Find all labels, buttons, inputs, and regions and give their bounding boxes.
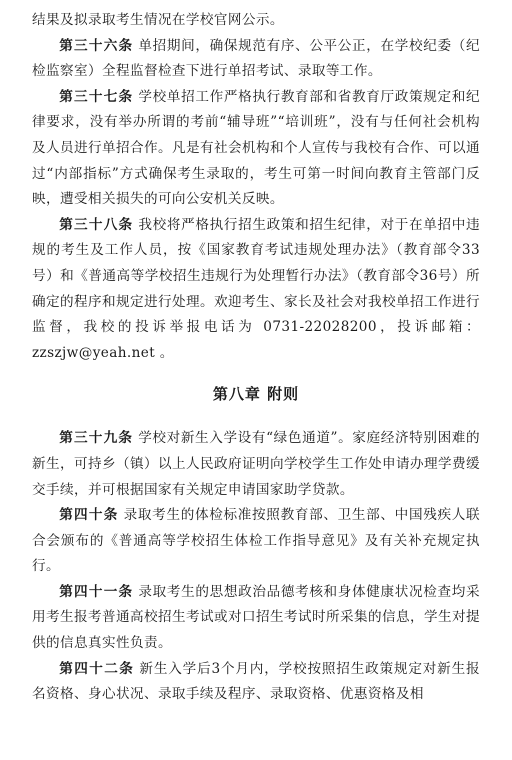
article-number: 第三十八条 [59, 216, 134, 233]
chapter-heading: 第八章 附则 [212, 385, 300, 404]
section-after-chapter [32, 426, 480, 708]
article-text: 新生入学后3个月内，学校按照招生政策规定对新生报名资格、身心状况、录取手续及程序、录取资格、优惠资格及相 [32, 660, 481, 703]
article-text: 学校对新生入学设有“绿色通道”。家庭经济特别困难的新生，可持乡（镇）以上人民政府证明向学校学生工作处申请办理学费缓交手续，并可根据国家有关规定申请国家助学贷款。 [32, 430, 480, 498]
article-text: 学校单招工作严格执行教育部和省教育厅政策规定和纪律要求，没有举办所谓的考前“辅导班”“培训班”，没有与任何社会机构及人员进行单招合作。凡是有社会机构和个人宣传与我校有合作、可以通过“内部指标”方式确保考生录取的，考生可第一时间向教育主管部门反映，遭受相关损失的可向公安机关反映。 [32, 88, 480, 208]
article-text: 单招期间，确保规范有序、公平公正，在学校纪委（纪检监察室）全程监督检查下进行单招考试、录取等工作。 [32, 37, 480, 80]
article-paragraph [32, 213, 480, 367]
article-number: 第四十二条 [59, 660, 135, 677]
article-text: 录取考生的思想政治品德考核和身体健康状况检查均采用考生报考普通高校招生考试或对口招生考试时所采集的信息，学生对提供的信息真实性负责。 [32, 583, 480, 652]
article-number: 第三十七条 [59, 88, 134, 105]
article-paragraph [32, 85, 480, 213]
article-text: 结果及拟录取考生情况在学校官网公示。 [32, 12, 284, 28]
article-text: 我校将严格执行招生政策和招生纪律，对于在单招中违规的考生及工作人员，按《国家教育考试违规处理办法》（教育部令33号）和《普通高等学校招生违规行为处理暂行办法》（教育部令36号）所确定的程序和规定进行处理。欢迎考生、家长及社会对我校单招工作进行监督，我校的投诉举报电话为 0731-22028200，投诉邮箱：zzszjw@yeah.net 。 [32, 216, 480, 361]
article-number: 第三十六条 [59, 37, 134, 54]
article-text: 录取考生的体检标准按照教育部、卫生部、中国残疾人联合会颁布的《普通高等学校招生体检工作指导意见》及有关补充规定执行。 [32, 507, 481, 575]
article-paragraph [32, 580, 480, 657]
article-number: 第四十条 [59, 507, 119, 524]
article-paragraph [32, 34, 480, 85]
article-number: 第三十九条 [59, 430, 134, 447]
article-number: 第四十一条 [59, 583, 134, 600]
article-paragraph [32, 657, 480, 708]
article-paragraph [32, 503, 480, 580]
article-paragraph [32, 8, 480, 34]
section-before-chapter [32, 8, 480, 366]
article-paragraph [32, 426, 480, 503]
